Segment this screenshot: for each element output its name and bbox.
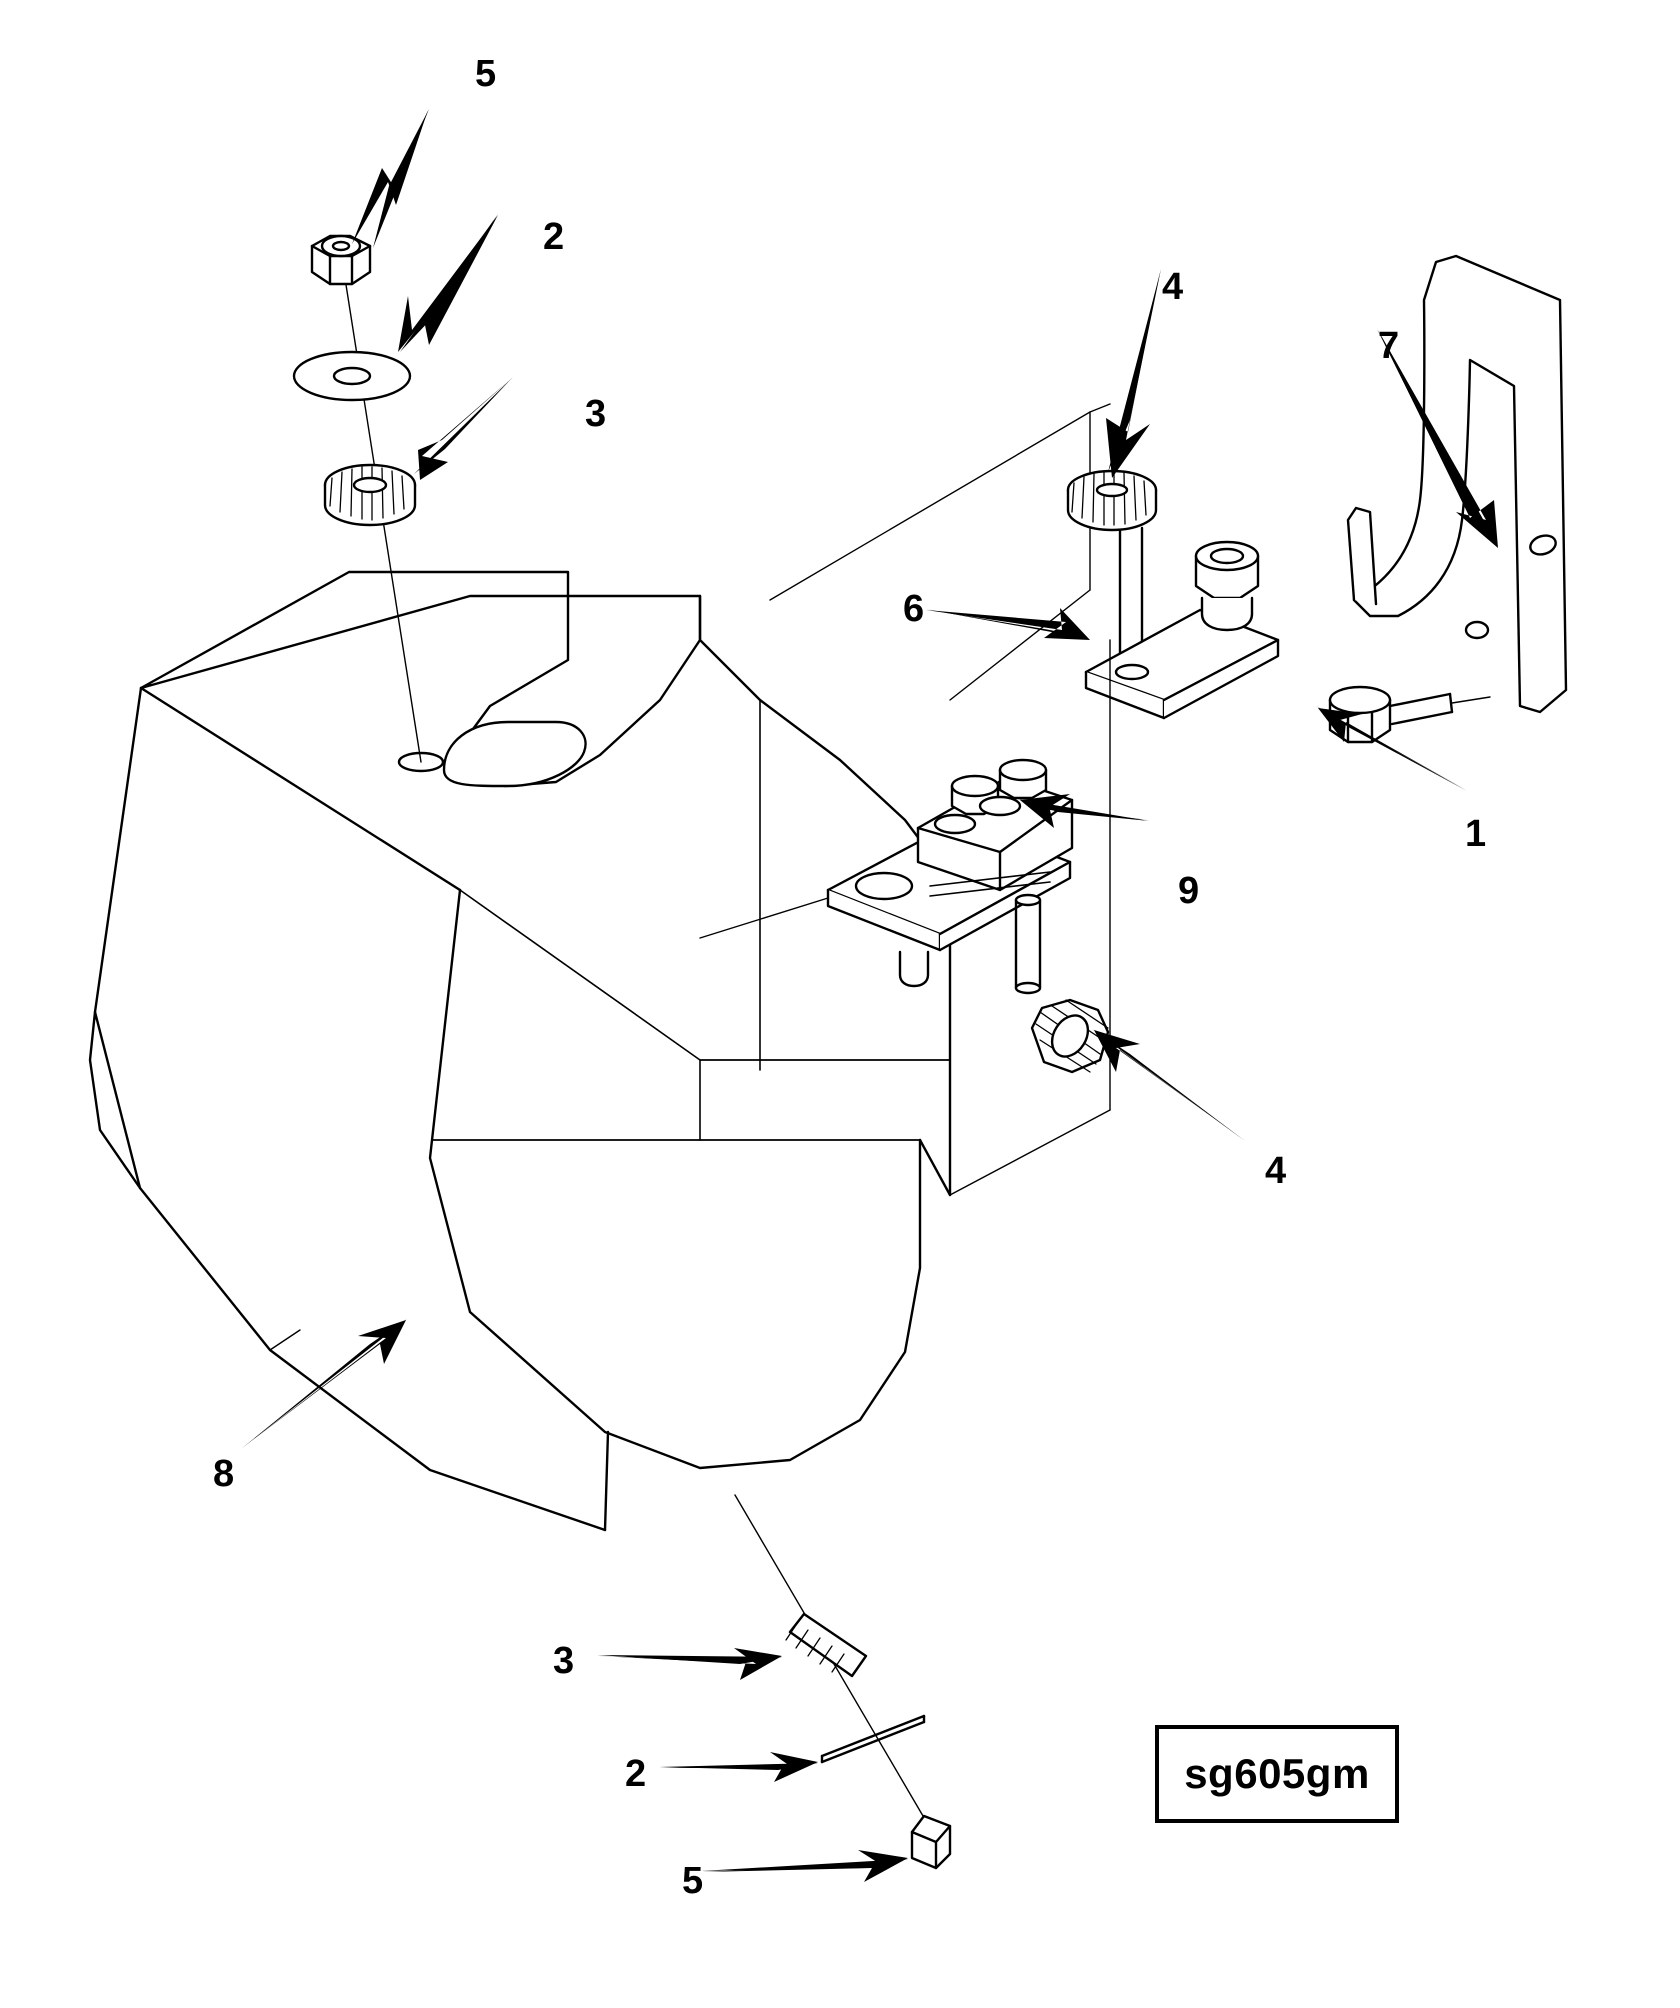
- callout-3-top: 3: [585, 393, 607, 435]
- pinion-gear-part-4-lower: [1032, 1000, 1108, 1072]
- knurled-bushing-part-3-bottom: [786, 1614, 866, 1676]
- callout-7: 7: [1378, 325, 1400, 367]
- callout-3-bottom: 3: [553, 1640, 575, 1682]
- washer-part-2-top: [294, 352, 410, 400]
- assembly-guide-line: [770, 412, 1090, 600]
- bolt-head-part-6: [1196, 542, 1258, 630]
- mounting-plate-part-6: [1086, 542, 1278, 718]
- callout-4-lower: 4: [1265, 1150, 1287, 1192]
- locknut-part-5-top: [312, 236, 370, 284]
- part-number-label: sg605gm: [1184, 1750, 1370, 1797]
- knurled-bushing-part-3-top: [325, 465, 415, 525]
- callout-arrows: [241, 109, 1498, 1882]
- callout-5-top: 5: [475, 53, 497, 95]
- callout-2-bottom: 2: [625, 1753, 647, 1795]
- part-number-box: [1155, 1725, 1399, 1823]
- callout-1: 1: [1465, 813, 1487, 855]
- shield-body-part-8: [90, 572, 950, 1530]
- callout-9: 9: [1178, 870, 1200, 912]
- callout-2-top: 2: [543, 216, 565, 258]
- axis-line-bottom: [735, 1495, 940, 1845]
- callout-5-bottom: 5: [682, 1860, 704, 1902]
- washer-part-2-bottom: [822, 1716, 924, 1762]
- callout-6: 6: [903, 588, 925, 630]
- callout-4-upper: 4: [1162, 266, 1184, 308]
- callout-8: 8: [213, 1453, 235, 1495]
- bolt-part-5-bottom: [912, 1816, 950, 1868]
